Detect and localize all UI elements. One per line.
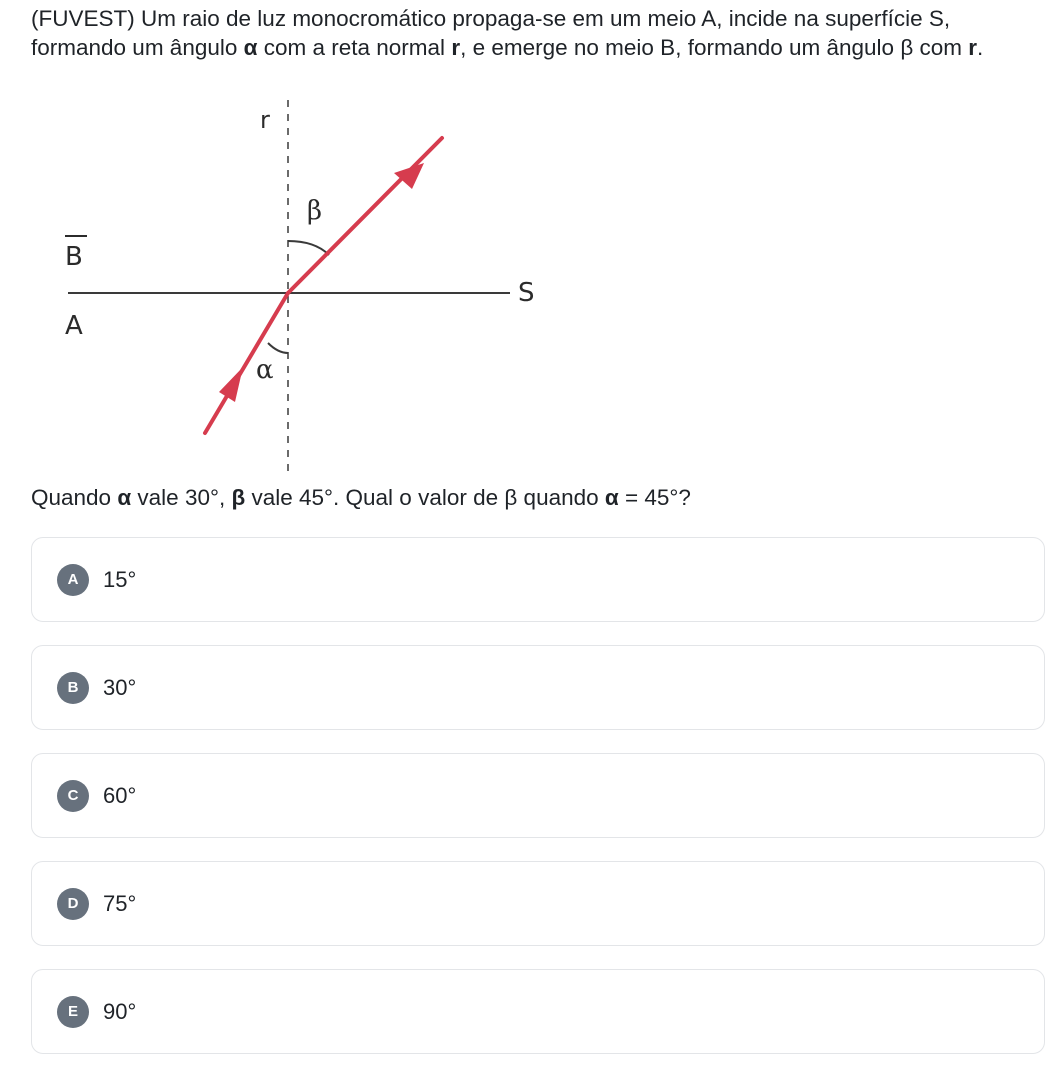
prompt-part-2: vale 30°, bbox=[131, 485, 232, 510]
question-end: . bbox=[977, 35, 984, 60]
refracted-arrow-icon bbox=[394, 163, 424, 189]
question-intro: Um raio de luz monocromático propaga-se em um meio A, incide na superfície S, formando um ângulo bbox=[31, 6, 951, 60]
label-A: A bbox=[65, 311, 83, 341]
option-e[interactable] bbox=[31, 969, 1045, 1054]
question-source: (FUVEST) bbox=[31, 6, 135, 31]
beta-arc bbox=[288, 241, 329, 255]
alpha-symbol: α bbox=[243, 35, 258, 60]
label-r: r bbox=[260, 106, 270, 134]
label-alpha: α bbox=[256, 355, 274, 385]
normal-r-symbol: r bbox=[451, 35, 461, 60]
prompt-beta: β bbox=[231, 485, 246, 510]
prompt-part-3: vale 45°. Qual o valor de β quando bbox=[245, 485, 605, 510]
option-letter-badge: A bbox=[57, 564, 89, 596]
question-text bbox=[31, 4, 1041, 62]
prompt-alpha-2: α bbox=[604, 485, 619, 510]
prompt-text bbox=[31, 483, 691, 513]
option-text: 75° bbox=[103, 890, 137, 916]
prompt-part-4: = 45°? bbox=[618, 485, 691, 510]
option-letter-badge: C bbox=[57, 780, 89, 812]
option-c[interactable] bbox=[31, 753, 1045, 838]
option-a[interactable] bbox=[31, 537, 1045, 622]
question-mid-2: , e emerge no meio B, formando um ângulo β com bbox=[460, 35, 969, 60]
prompt-part-1: Quando bbox=[31, 485, 118, 510]
option-text: 90° bbox=[103, 998, 137, 1024]
answer-options bbox=[31, 537, 1045, 1077]
option-b[interactable] bbox=[31, 645, 1045, 730]
option-text: 30° bbox=[103, 674, 137, 700]
option-letter-badge: D bbox=[57, 888, 89, 920]
option-letter-badge: B bbox=[57, 672, 89, 704]
incident-arrow-icon bbox=[219, 367, 243, 402]
prompt-alpha: α bbox=[117, 485, 132, 510]
option-text: 15° bbox=[103, 566, 137, 592]
refraction-diagram bbox=[50, 95, 570, 480]
alpha-arc bbox=[268, 343, 288, 353]
option-text: 60° bbox=[103, 782, 137, 808]
label-B: B bbox=[65, 242, 83, 272]
normal-r-symbol-2: r bbox=[968, 35, 978, 60]
label-beta: β bbox=[307, 196, 323, 226]
option-d[interactable] bbox=[31, 861, 1045, 946]
question-mid-1: com a reta normal bbox=[257, 35, 452, 60]
label-S: S bbox=[518, 278, 535, 308]
incident-ray bbox=[205, 293, 288, 433]
option-letter-badge: E bbox=[57, 996, 89, 1028]
